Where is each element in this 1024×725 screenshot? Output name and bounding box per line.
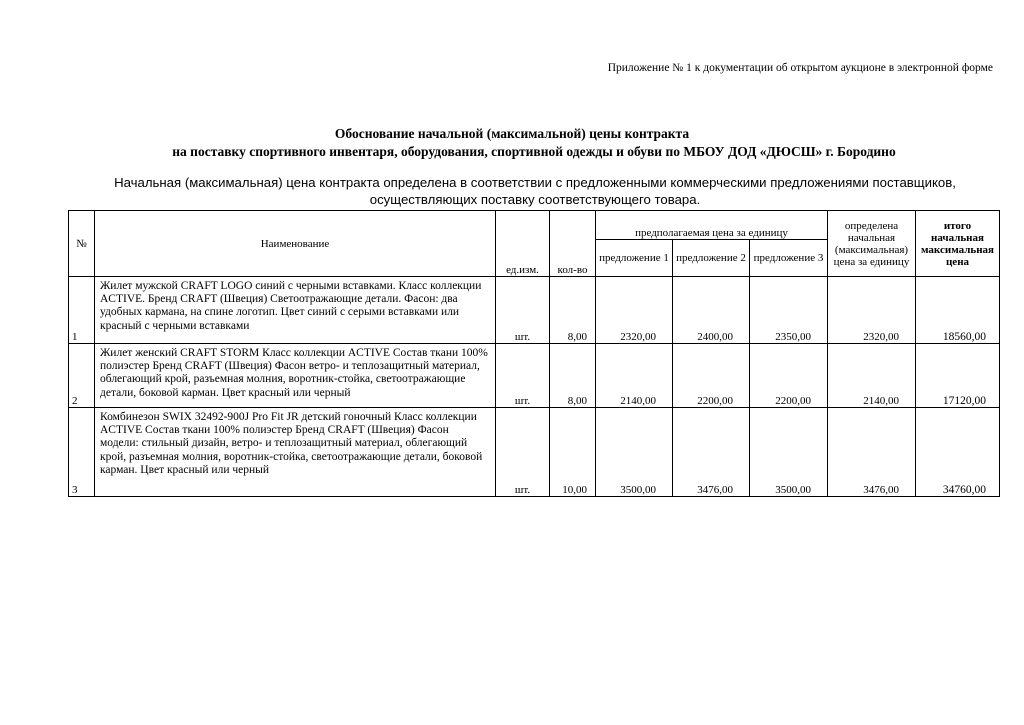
row-total: 34760,00 — [916, 408, 1000, 497]
row-name: Жилет мужской CRAFT LOGO синий с черными вставками. Класс коллекции ACTIVE. Бренд CRAFT (Швеция) Светоотражающие детали. Фасон: два удобных кармана, на спине логотип. Цвет синий с серыми вставками или красный с черными вставками — [95, 277, 496, 344]
row-num: 2 — [69, 344, 95, 408]
row-determined-price: 2320,00 — [828, 277, 916, 344]
intro-line-2: осуществляющих поставку соответствующего товара. — [369, 192, 701, 207]
appendix-note: Приложение № 1 к документации об открытом аукционе в электронной форме — [607, 62, 993, 74]
row-unit: шт. — [496, 277, 550, 344]
row-offer-3: 2350,00 — [750, 277, 828, 344]
row-offer-2: 2400,00 — [673, 277, 750, 344]
table-row — [69, 344, 1000, 408]
row-offer-1: 3500,00 — [596, 408, 673, 497]
row-offer-3: 3500,00 — [750, 408, 828, 497]
row-num: 1 — [69, 277, 95, 344]
col-header-unit: ед.изм. — [496, 211, 550, 277]
row-unit: шт. — [496, 408, 550, 497]
row-determined-price: 3476,00 — [828, 408, 916, 497]
col-header-determined-price: определена начальная (максимальная) цена за единицу — [828, 211, 916, 277]
col-header-total: итого начальная максимальная цена — [916, 211, 1000, 277]
row-qty: 8,00 — [550, 344, 596, 408]
col-header-name: Наименование — [95, 211, 496, 277]
col-header-offer-1: предложение 1 — [596, 240, 673, 277]
document-title: Обоснование начальной (максимальной) цены контракта — [334, 126, 690, 141]
row-name: Комбинезон SWIX 32492-900J Pro Fit JR детский гоночный Класс коллекции ACTIVE Состав ткани 100% полиэстер Бренд CRAFT (Швеция) Фасон модели: стильный дизайн, ветро- и теплозащитный материал, облегающий крой, разъемная молния, воротник-стойка, светоотражающие детали, боковой карман. Цвет красный или черный — [95, 408, 496, 497]
table-row — [69, 277, 1000, 344]
row-offer-1: 2140,00 — [596, 344, 673, 408]
col-header-qty: кол-во — [550, 211, 596, 277]
row-offer-2: 2200,00 — [673, 344, 750, 408]
row-name: Жилет женский CRAFT STORM Класс коллекции ACTIVE Состав ткани 100% полиэстер Бренд CRAFT (Швеция) Фасон ветро- и теплозащитный материал, облегающий крой, разъемная молния, воротник-стойка, светоотражающие детали, боковой карман. Цвет красный или черный — [95, 344, 496, 408]
row-offer-3: 2200,00 — [750, 344, 828, 408]
row-total: 17120,00 — [916, 344, 1000, 408]
col-header-expected-price: предполагаемая цена за единицу — [596, 211, 828, 240]
row-qty: 10,00 — [550, 408, 596, 497]
document-subtitle: на поставку спортивного инвентаря, оборудования, спортивной одежды и обуви по МБОУ ДОД «ДЮСШ» г. Бородино — [172, 144, 896, 159]
row-unit: шт. — [496, 344, 550, 408]
intro-paragraph — [40, 174, 1024, 208]
row-num: 3 — [69, 408, 95, 497]
row-offer-2: 3476,00 — [673, 408, 750, 497]
row-offer-1: 2320,00 — [596, 277, 673, 344]
price-table — [68, 210, 1000, 497]
col-header-offer-3: предложение 3 — [750, 240, 828, 277]
table-row — [69, 408, 1000, 497]
col-header-offer-2: предложение 2 — [673, 240, 750, 277]
row-determined-price: 2140,00 — [828, 344, 916, 408]
row-total: 18560,00 — [916, 277, 1000, 344]
col-header-num: № — [69, 211, 95, 277]
row-qty: 8,00 — [550, 277, 596, 344]
intro-line-1: Начальная (максимальная) цена контракта определена в соответствии с предложенными коммерческими предложениями поставщиков, — [114, 175, 956, 190]
